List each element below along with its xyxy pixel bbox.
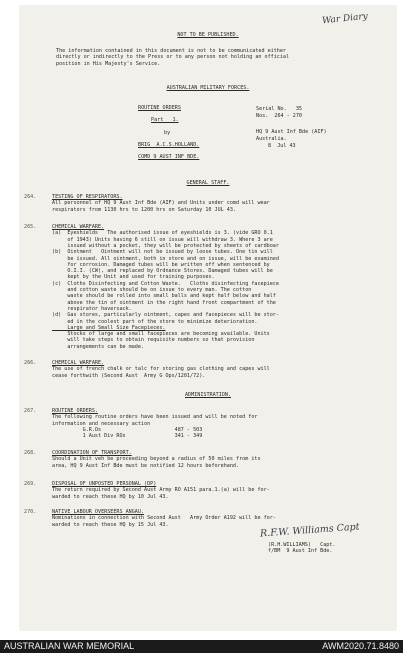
order-title: NATIVE LABOUR OVERSEERS ANGAU. [52,509,145,515]
order-number: 269. [24,481,37,487]
caution-line: directly or indirectly to the Press or to any person not holding an official [56,54,290,61]
commander-name: BRIG A.C.S.HOLLAND. [138,142,200,148]
handwritten-signature: R.F.W. Williams Capt [259,521,360,540]
order-line: will take steps to obtain requisite numbers so that provision [52,337,255,344]
order-number: 266. [24,360,37,366]
issuing-hq: HQ 9 Aust Inf Bde (AIF) [256,129,327,135]
signatory-name: (R.H.WILLIAMS) Capt. [268,542,336,548]
order-line: area, HQ 9 Aust Inf Bde must be notified 12 hours beforehand. [52,462,240,469]
order-line: G.R.Os 487 - 503 [52,426,203,433]
section-heading: ADMINISTRATION. [184,392,231,398]
order-number: 270. [24,509,37,515]
serial-number: Serial No. 35 [256,106,303,112]
order-line: cease forthwith (Second Aust Army G Ops/1201/72). [52,372,206,379]
order-line: (c) Cloths Disinfecting and Cotton Waste. Cloths disinfecting facepiece [52,280,279,287]
order-line: arrangements can be made. [52,343,145,350]
footer-accession-number: AWM2020.71.8480 [322,641,399,651]
order-line: Nominations in connection with Second Aust Army Order A192 will be for- [52,515,276,522]
caution-line: position in His Majesty's Service. [56,60,161,67]
order-number: 268. [24,450,37,456]
by-label: by [164,130,171,136]
order-line: above the tin of ointment in the right hand front compartment of the [52,299,276,306]
order-line: warded to reach these HQ by 15 Jul 43. [52,521,169,528]
order-line: respirator haversack. [52,305,132,312]
commander-appointment: COMD 9 AUST INF BDE. [138,154,200,160]
order-line: kept by the Unit and used for training purposes. [52,274,215,281]
orders-title: ROUTINE ORDERS [138,105,181,111]
order-line: The following routine orders have been issued and will be noted for [52,414,258,421]
section-heading: GENERAL STAFF. [186,180,230,186]
order-numbers: Nos. 264 - 270 [256,113,303,119]
order-title: DISPOSAL OF UNPOSTED PERSONAL (DP) [52,481,157,487]
issuing-location: Australia. [256,136,287,142]
signatory-appointment: f/BM 9 Aust Inf Bde. [268,548,333,555]
order-title: CHEMICAL WARFARE. [52,360,105,366]
order-line: information and necessary action [52,420,151,427]
order-line: be issued. All ointment, both in store and on issue, will be examined [52,255,279,262]
order-line: and cotton waste should be on issue to every man. The cotton [52,287,252,293]
order-title: ROUTINE ORDERS. [52,408,99,414]
security-classification: NOT TO BE PUBLISHED. [177,32,239,38]
order-line: of 1943) Units having 6 still on issue will withdraw 3. Where 3 are [52,236,273,243]
order-line: issued without a pocket, they will be protected by sheets of cardboar [52,242,279,249]
order-line: All personnel of HQ 9 Aust Inf Bde (AIF) and Units under comd will wear [52,200,270,207]
order-line: warded to reach these HQ by 10 Jul 43. [52,493,169,500]
order-number: 264. [24,194,37,200]
order-line: respirators from 1130 hrs to 1200 hrs on Saturday 10 JUL 43. [52,206,237,213]
order-line: ed in the coolest part of the store to minimize deterioration. [52,318,258,325]
order-line: for corrosion. Damaged tubes will be written off when sentenced by [52,261,270,268]
order-subheading: Large and Small Size Facepieces. [52,324,166,331]
order-number: 265. [24,224,37,230]
order-line: The return required by Second Aust Army RO A151 para.1.(a) will be for- [52,487,270,494]
order-line: (d) Gas stores, particularly ointment, capes and facepieces will be stor- [52,312,279,319]
issue-date: 8 Jul 43 [268,143,296,149]
document-page [20,6,396,630]
order-number: 267. [24,408,37,414]
archive-footer-bar [0,640,403,653]
order-line: O.I.I. (CW), and replaced by Ordnance Stores. Damaged tubes will be [52,268,273,275]
footer-institution: AUSTRALIAN WAR MEMORIAL [4,641,135,651]
order-line: Stocks of large and small facepieces are becoming available. Units [52,331,270,338]
part-label: Part 1. [151,117,179,123]
handwritten-note: War Diary [321,11,369,27]
order-title: CHEMICAL WARFARE. [52,224,105,230]
caution-line: The information contained in this document is not to be communicated either [56,48,287,54]
force-title: AUSTRALIAN MILITARY FORCES. [166,85,250,91]
order-line: (b) Ointment Ointment will not be issued by loose tubes. One tin will [52,249,273,256]
order-line: Should a Unit veh be proceeding beyond a radius of 50 miles from its [52,456,261,463]
order-title: COORDINATION OF TRANSPORT. [52,450,132,456]
order-title: TESTING OF RESPIRATORS. [52,194,123,200]
order-line: (a) Eyeshields The authorised issue of eyeshields is 3. (vide GRO 0.1 [52,230,273,237]
order-line: waste should be rolled into small balls and kept half below and half [52,293,276,300]
order-line: 1 Aust Div ROs 341 - 349 [52,433,203,440]
order-line: The use of french chalk or talc for storing gas clothing and capes will [52,366,270,373]
